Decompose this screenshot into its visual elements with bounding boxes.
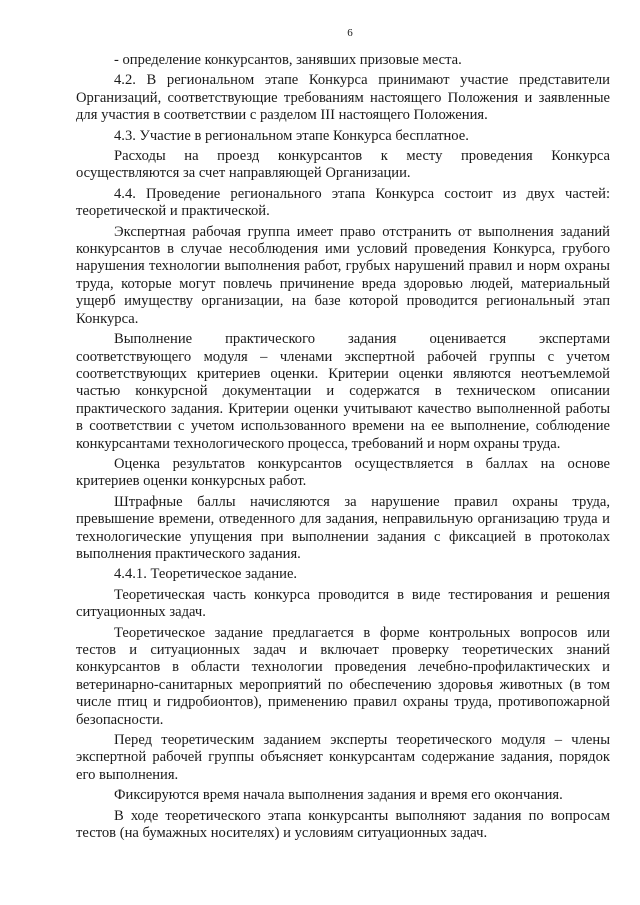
paragraph-4-3: 4.3. Участие в региональном этапе Конкурса бесплатное. — [114, 127, 469, 144]
paragraph-4-2: 4.2. В региональном этапе Конкурса принимают участие представители Организаций, соответствующие требованиям настоящего Положения и заявленные для участия в соответствии с разделом III настоящего Положения. — [76, 72, 610, 124]
paragraph-theory-task-form: Теоретическое задание предлагается в форме контрольных вопросов или тестов и ситуационных задач и включает проверку теоретических знаний конкурсантов в области технологии проведения лечебно-профилактических и ветеринарно-санитарных мероприятий по обеспечению здоровья животных (в том числе птиц и гидробионтов), применению правил охраны труда, противопожарной безопасности. — [76, 624, 610, 728]
paragraph-expert-group-rights: Экспертная рабочая группа имеет право отстранить от выполнения заданий конкурсантов в случае несоблюдения ими условий проведения Конкурса, грубого нарушения технологии выполнения работ, грубых нарушений правил и норм охраны труда, которые могут повлечь причинение вреда здоровью людей, материальный ущерб имуществу организации, на базе которой проводится региональный этап Конкурса. — [76, 223, 610, 327]
paragraph-time-recording: Фиксируются время начала выполнения задания и время его окончания. — [114, 787, 563, 804]
paragraph-scoring: Оценка результатов конкурсантов осуществляется в баллах на основе критериев оценки конкурсных работ. — [76, 455, 610, 490]
paragraph-4-4: 4.4. Проведение регионального этапа Конкурса состоит из двух частей: теоретической и практической. — [76, 185, 610, 220]
paragraph-practical-evaluation: Выполнение практического задания оценивается экспертами соответствующего модуля – членами экспертной рабочей группы с учетом соответствующих критериев оценки. Критерии оценки являются неотъемлемой частью конкурсной документации и содержатся в техническом описании практического задания. Критерии оценки учитывают качество выполненной работы в соответствии с учетом использованного времени на ее выполнение, соблюдение конкурсантами технологического процесса, требований и норм охраны труда. — [76, 331, 610, 452]
paragraph-travel-expenses: Расходы на проезд конкурсантов к месту проведения Конкурса осуществляются за счет направляющей Организации. — [76, 148, 610, 182]
paragraph-prize-winners: - определение конкурсантов, занявших призовые места. — [114, 52, 462, 68]
paragraph-theory-part: Теоретическая часть конкурса проводится в виде тестирования и решения ситуационных задач. — [76, 586, 610, 621]
page-number: 6 — [347, 27, 353, 39]
paragraph-theory-briefing: Перед теоретическим заданием эксперты теоретического модуля – члены экспертной рабочей группы объясняет конкурсантам содержание задания, порядок его выполнения. — [76, 732, 610, 783]
paragraph-penalty-points: Штрафные баллы начисляются за нарушение правил охраны труда, превышение времени, отведенного для задания, неправильную организацию труда и технологические упущения при выполнении задания с фиксацией в протоколах выполнения практического задания. — [76, 493, 610, 562]
paragraph-theory-stage: В ходе теоретического этапа конкурсанты выполняют задания по вопросам тестов (на бумажных носителях) и условиям ситуационных задач. — [76, 807, 610, 842]
paragraph-4-4-1-heading: 4.4.1. Теоретическое задание. — [114, 566, 298, 583]
